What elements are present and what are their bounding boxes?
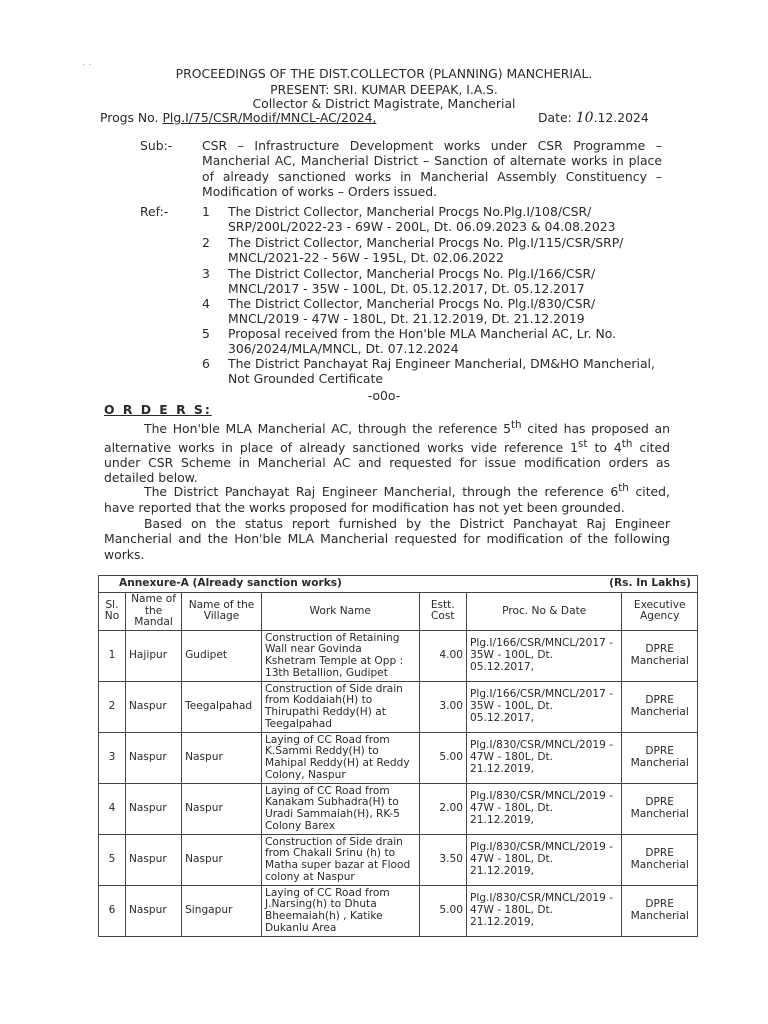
cell-village: Naspur: [182, 733, 262, 784]
reference-text: The District Collector, Mancherial Procgs No. Plg.I/115/CSR/SRP/ MNCL/2021-22 - 56W - 195L, Dt. 02.06.2022: [228, 235, 624, 266]
orders-paragraph-2: The District Panchayat Raj Engineer Mancherial, through the reference 6th cited, have reported that the works proposed for modification has not yet been grounded.: [104, 482, 670, 515]
header-line-1: PROCEEDINGS OF THE DIST.COLLECTOR (PLANNING) MANCHERIAL.: [175, 66, 593, 81]
cell-mandal: Naspur: [125, 886, 181, 937]
cell-village: Singapur: [182, 886, 262, 937]
reference-number: 3: [202, 266, 210, 281]
cell-mandal: Naspur: [125, 784, 181, 835]
date-label: Date:: [538, 110, 572, 125]
col-header: Name of the Village: [182, 592, 262, 630]
reference-text: The District Collector, Mancherial Procgs No. Plg.I/830/CSR/ MNCL/2019 - 47W - 180L, Dt. 21.12.2019, Dt. 21.12.2019: [228, 296, 596, 327]
reference-number: 4: [202, 296, 210, 311]
cell-cost: 5.00: [419, 886, 466, 937]
table-row: [99, 631, 698, 682]
cell-cost: 2.00: [419, 784, 466, 835]
cell-agency: DPRE Mancherial: [622, 784, 698, 835]
cell-village: Gudipet: [182, 631, 262, 682]
cell-mandal: Naspur: [125, 682, 181, 733]
reference-text: The District Collector, Mancherial Procgs No. Plg.I/166/CSR/ MNCL/2017 - 35W - 100L, Dt. 05.12.2017, Dt. 05.12.2017: [228, 266, 596, 297]
table-row: [99, 784, 698, 835]
cell-village: Naspur: [182, 784, 262, 835]
annexure-title: Annexure-A (Already sanction works): [119, 577, 342, 589]
date-day-handwritten: 10: [575, 110, 594, 126]
cell-cost: 3.00: [419, 682, 466, 733]
reference-number: 1: [202, 204, 210, 219]
cell-work: Laying of CC Road from J.Narsing(h) to Dhuta Bheemaiah(h) , Katike Dukanlu Area: [261, 886, 419, 937]
cell-sl: 3: [99, 733, 126, 784]
table-row: [99, 886, 698, 937]
reference-text: Proposal received from the Hon'ble MLA Mancherial AC, Lr. No. 306/2024/MLA/MNCL, Dt. 07.12.2024: [228, 326, 617, 357]
cell-proc: Plg.I/166/CSR/MNCL/2017 - 35W - 100L, Dt. 05.12.2017,: [467, 682, 622, 733]
reference-text: The District Panchayat Raj Engineer Mancherial, DM&HO Mancherial, Not Grounded Certificate: [228, 356, 655, 387]
cell-agency: DPRE Mancherial: [622, 835, 698, 886]
table-row: [99, 835, 698, 886]
table-row: [99, 733, 698, 784]
cell-proc: Plg.I/830/CSR/MNCL/2019 - 47W - 180L, Dt. 21.12.2019,: [467, 835, 622, 886]
separator: -o0o-: [367, 388, 401, 403]
cell-village: Teegalpahad: [182, 682, 262, 733]
cell-sl: 1: [99, 631, 126, 682]
orders-paragraph-3: Based on the status report furnished by the District Panchayat Raj Engineer Mancherial and the Hon'ble MLA Mancherial requested for modification of the following works.: [104, 516, 670, 562]
cell-agency: DPRE Mancherial: [622, 886, 698, 937]
cell-village: Naspur: [182, 835, 262, 886]
cell-sl: 6: [99, 886, 126, 937]
reference-number: 5: [202, 326, 210, 341]
proceedings-number-row: [100, 110, 660, 126]
cell-work: Construction of Retaining Wall near Govinda Kshetram Temple at Opp : 13th Betallion, Gudipet: [261, 631, 419, 682]
col-header: Name of the Mandal: [125, 592, 181, 630]
cell-cost: 4.00: [419, 631, 466, 682]
orders-heading: O R D E R S:: [104, 402, 212, 417]
annexure-unit: (Rs. In Lakhs): [609, 577, 691, 589]
cell-agency: DPRE Mancherial: [622, 631, 698, 682]
reference-number: 2: [202, 235, 210, 250]
progs-number: Plg.I/75/CSR/Modif/MNCL-AC/2024,: [162, 110, 377, 125]
reference-number: 6: [202, 356, 210, 371]
cell-proc: Plg.I/830/CSR/MNCL/2019 - 47W - 180L, Dt. 21.12.2019,: [467, 886, 622, 937]
annexure-title-row: [99, 576, 698, 593]
col-header: Executive Agency: [622, 592, 698, 630]
reference-text: The District Collector, Mancherial Procgs No.Plg.I/108/CSR/ SRP/200L/2022-23 - 69W - 200L, Dt. 06.09.2023 & 04.08.2023: [228, 204, 616, 235]
annexure-a-table: [98, 575, 698, 937]
cell-mandal: Naspur: [125, 835, 181, 886]
cell-proc: Plg.I/830/CSR/MNCL/2019 - 47W - 180L, Dt. 21.12.2019,: [467, 784, 622, 835]
cell-work: Laying of CC Road from K.Sammi Reddy(H) to Mahipal Reddy(H) at Reddy Colony, Naspur: [261, 733, 419, 784]
cell-agency: DPRE Mancherial: [622, 733, 698, 784]
table-header-row: [99, 592, 698, 630]
header-line-2: PRESENT: SRI. KUMAR DEEPAK, I.A.S.: [270, 82, 498, 97]
cell-mandal: Hajipur: [125, 631, 181, 682]
cell-sl: 2: [99, 682, 126, 733]
scan-specks: · ·: [82, 60, 92, 71]
col-header: Work Name: [261, 592, 419, 630]
cell-sl: 5: [99, 835, 126, 886]
proceedings-number: [100, 110, 376, 126]
cell-work: Construction of Side drain from Chakali Srinu (h) to Matha super bazar at Flood colony at Naspur: [261, 835, 419, 886]
cell-work: Laying of CC Road from Kanakam Subhadra(H) to Uradi Sammaiah(H), RK-5 Colony Barex: [261, 784, 419, 835]
col-header: Sl. No: [99, 592, 126, 630]
progs-label: Progs No.: [100, 110, 159, 125]
date-rest: .12.2024: [593, 110, 649, 125]
references-label: Ref:-: [140, 204, 169, 219]
cell-mandal: Naspur: [125, 733, 181, 784]
cell-work: Construction of Side drain from Koddaiah(H) to Thirupathi Reddy(H) at Teegalpahad: [261, 682, 419, 733]
subject-label: Sub:-: [140, 138, 173, 153]
cell-cost: 5.00: [419, 733, 466, 784]
col-header: Proc. No & Date: [467, 592, 622, 630]
cell-sl: 4: [99, 784, 126, 835]
header-line-3: Collector & District Magistrate, Mancherial: [252, 96, 516, 111]
cell-agency: DPRE Mancherial: [622, 682, 698, 733]
table-row: [99, 682, 698, 733]
orders-paragraph-1: The Hon'ble MLA Mancherial AC, through the reference 5th cited has proposed an alternative works in place of already sanctioned works vide reference 1st to 4th cited under CSR Scheme in Mancherial AC and requested for issue modification orders as detailed below.: [104, 419, 671, 486]
cell-proc: Plg.I/166/CSR/MNCL/2017 - 35W - 100L, Dt. 05.12.2017,: [467, 631, 622, 682]
proceedings-date: [538, 110, 649, 126]
cell-cost: 3.50: [419, 835, 466, 886]
col-header: Estt. Cost: [419, 592, 466, 630]
cell-proc: Plg.I/830/CSR/MNCL/2019 - 47W - 180L, Dt. 21.12.2019,: [467, 733, 622, 784]
subject-text: CSR – Infrastructure Development works under CSR Programme – Mancherial AC, Mancherial District – Sanction of alternate works in place of already sanctioned works in Mancherial Assembly Constituency – Modification of works – Orders issued.: [202, 138, 662, 200]
